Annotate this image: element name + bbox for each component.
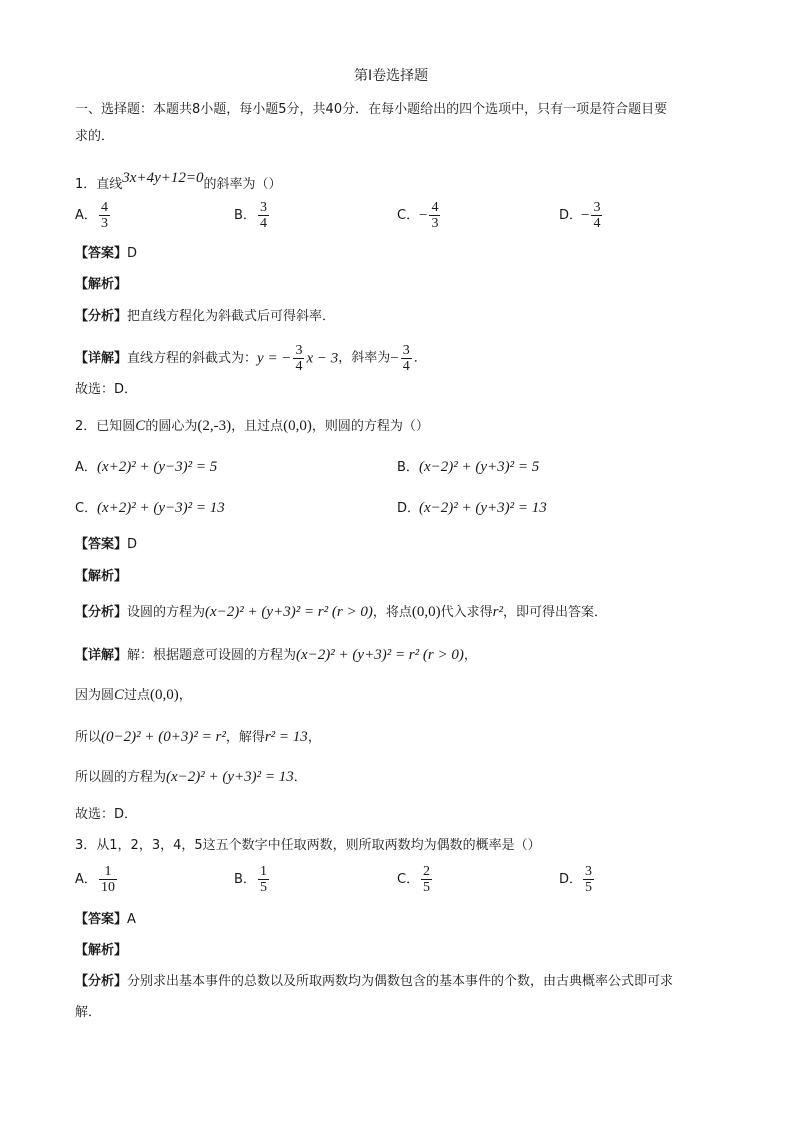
q1-detail-frac-den: 4: [295, 359, 303, 374]
q1-detail-frac-num: 3: [295, 343, 303, 358]
q3-analysis: [75, 972, 673, 992]
q2-analysis-2: ，将点: [372, 605, 412, 620]
q1-detail-eq-right: x − 3: [306, 350, 339, 367]
q1-detail-eq-left: y = −: [257, 350, 292, 367]
q3-analysis-head: [75, 941, 127, 961]
q2-so-2: [75, 767, 307, 788]
q2-so2-end: ．: [293, 770, 307, 785]
q3-option-b[interactable]: [234, 864, 271, 895]
q2-option-d[interactable]: [397, 498, 547, 519]
q3-stem: [75, 836, 541, 856]
q2-because-end: ，: [178, 688, 192, 703]
q1-number: 1．: [75, 177, 97, 192]
q3-option-d-den: 5: [585, 880, 592, 895]
q1-analysis-text: 把直线方程化为斜截式后可得斜率．: [127, 309, 336, 324]
section-title: 第Ⅰ卷选择题: [354, 68, 429, 84]
q3-option-a-den: 10: [101, 880, 115, 895]
q2-stem-2: 的圆心为: [145, 419, 198, 434]
answer-tag: 【答案】: [75, 537, 128, 552]
q3-option-b-den: 5: [260, 880, 267, 895]
q2-so1-mid: ，解得: [225, 730, 265, 745]
q3-answer-value: A: [127, 912, 136, 927]
q1-detail: [75, 343, 427, 374]
q1-option-a-den: 3: [101, 216, 108, 231]
q2-number: 2．: [75, 419, 97, 434]
q2-detail-eq: (x−2)² + (y+3)² = r² (r > 0): [296, 647, 464, 663]
q1-answer-value: D: [127, 246, 138, 261]
q2-because-2: 过点: [124, 688, 151, 703]
q1-detail-fraction: [293, 343, 304, 374]
q2-option-a-text: (x+2)² + (y−3)² = 5: [97, 459, 218, 475]
q2-detail: [75, 645, 477, 666]
q2-so2-pre: 所以圆的方程为: [75, 770, 167, 785]
q1-detail-slope-den: 4: [402, 359, 410, 374]
q2-stem: [75, 416, 429, 437]
q1-detail-pre: 直线方程的斜截式为：: [127, 351, 258, 366]
q1-choose-value: D．: [114, 382, 138, 397]
q3-option-b-fraction: [258, 864, 269, 895]
q3-option-a-num: 1: [99, 864, 117, 880]
analysis-tag: 【分析】: [75, 974, 128, 989]
q1-stem-pre: 直线: [96, 177, 123, 192]
q3-option-c-label: C．: [397, 872, 420, 887]
q1-detail-end: ．: [413, 350, 427, 366]
q1-option-a-fraction: [99, 200, 110, 231]
q2-option-b[interactable]: [397, 457, 539, 478]
analysis-tag: 【分析】: [75, 309, 128, 324]
q1-stem-post: 的斜率为（）: [203, 177, 282, 192]
analysis-tag: 【分析】: [75, 605, 128, 620]
q2-detail-1: 解：根据题意可设圆的方程为: [127, 648, 297, 663]
q2-so1-eq: (0−2)² + (0+3)² = r²: [101, 729, 226, 745]
detail-tag: 【详解】: [75, 351, 128, 366]
q1-option-b-num: 3: [260, 200, 267, 215]
q2-analysis: [75, 602, 607, 623]
q1-stem: [75, 168, 282, 195]
q2-choose-value: D．: [114, 807, 138, 822]
q2-analysis-point: (0,0): [411, 604, 441, 620]
q1-option-a[interactable]: [75, 200, 112, 231]
q3-analysis-line-1: 分别求出基本事件的总数以及所取两数均为偶数包含的基本事件的个数，由古典概率公式即可求: [127, 974, 674, 989]
q3-option-d-num: 3: [585, 864, 592, 879]
q3-stem-text: 从1，2，3，4，5这五个数字中任取两数，则所取两数均为偶数的概率是（）: [96, 838, 541, 853]
q2-because-c: C: [114, 687, 125, 703]
q3-option-d-label: D．: [559, 872, 583, 887]
q2-detail-1-end: ，: [463, 648, 477, 663]
q2-because-point: (0,0): [150, 687, 179, 703]
q1-analysis: [75, 307, 335, 327]
q2-option-c-text: (x+2)² + (y−3)² = 13: [97, 500, 225, 516]
q3-option-a-label: A．: [75, 872, 97, 887]
q2-answer: [75, 535, 137, 555]
q1-detail-slope-sign: −: [390, 350, 399, 367]
q1-option-b[interactable]: [234, 200, 271, 231]
q2-choose: [75, 805, 137, 825]
q1-option-d-num: 3: [593, 200, 601, 215]
q1-option-c-fraction: [429, 200, 440, 231]
q2-option-a-label: A．: [75, 460, 97, 475]
part-intro-line-2: 求的．: [75, 129, 115, 144]
q3-option-a[interactable]: [75, 864, 119, 895]
q3-option-c-den: 5: [423, 880, 430, 895]
q2-option-b-text: (x−2)² + (y+3)² = 5: [419, 459, 540, 475]
q1-choose: [75, 380, 137, 400]
q2-answer-value: D: [127, 537, 138, 552]
choose-label: 故选：: [75, 807, 115, 822]
q1-option-d-den: 4: [593, 216, 601, 231]
q2-analysis-head: [75, 567, 127, 587]
q2-option-a[interactable]: [75, 457, 217, 478]
q2-analysis-r: r²: [492, 604, 503, 620]
q1-option-b-den: 4: [260, 216, 267, 231]
q2-stem-1: 已知圆: [96, 419, 136, 434]
q3-option-b-num: 1: [260, 864, 267, 879]
q1-option-d-label: D．: [559, 208, 583, 223]
answer-tag: 【答案】: [75, 912, 128, 927]
q2-so2-eq: (x−2)² + (y+3)² = 13: [166, 769, 294, 785]
q2-analysis-eq: (x−2)² + (y+3)² = r² (r > 0): [205, 604, 373, 620]
q1-analysis-head: [75, 275, 127, 295]
q2-stem-3: ，且过点: [231, 419, 284, 434]
q2-stem-c: C: [135, 418, 146, 434]
q1-option-c-num: 4: [431, 200, 439, 215]
q1-option-d[interactable]: [559, 200, 604, 231]
q3-option-a-fraction: [99, 864, 117, 895]
q1-option-c[interactable]: [397, 200, 442, 231]
q1-detail-mid: ，斜率为: [338, 350, 391, 366]
q3-number: 3．: [75, 838, 97, 853]
q1-option-d-fraction: [591, 200, 602, 231]
q1-option-c-label: C．: [397, 208, 420, 223]
q2-analysis-4: ，即可得出答案．: [502, 605, 607, 620]
q2-because: [75, 685, 192, 706]
q3-option-c-fraction: [421, 864, 432, 895]
answer-tag: 【答案】: [75, 246, 128, 261]
analysis-head-tag: 【解析】: [75, 569, 128, 584]
detail-tag: 【详解】: [75, 648, 128, 663]
q3-option-d[interactable]: [559, 864, 596, 895]
q1-detail-slope-fraction: [401, 343, 412, 374]
q1-answer: [75, 244, 137, 264]
q3-option-c[interactable]: [397, 864, 434, 895]
q2-option-d-label: D．: [397, 501, 421, 516]
q1-option-d-sign: −: [581, 207, 590, 224]
q2-so1-end: ，: [307, 730, 321, 745]
q1-equation: 3x+4y+12=0: [122, 170, 204, 186]
q3-answer: [75, 910, 136, 930]
q1-option-b-label: B．: [234, 208, 256, 223]
q1-option-a-num: 4: [101, 200, 108, 215]
q1-detail-slope-num: 3: [402, 343, 410, 358]
q2-option-d-text: (x−2)² + (y+3)² = 13: [419, 500, 547, 516]
q2-option-b-label: B．: [397, 460, 419, 475]
q2-center: (2,-3): [197, 418, 232, 434]
part-intro-line-1: 一、选择题：本题共8小题，每小题5分，共40分．在每小题给出的四个选项中，只有一项是符合题目要: [75, 102, 668, 117]
q3-option-c-num: 2: [423, 864, 430, 879]
q2-analysis-1: 设圆的方程为: [127, 605, 206, 620]
q1-option-a-label: A．: [75, 208, 97, 223]
q2-option-c-label: C．: [75, 501, 98, 516]
q2-because-1: 因为圆: [75, 688, 115, 703]
q1-option-c-den: 3: [431, 216, 439, 231]
q2-so-1: [75, 727, 321, 748]
q2-point: (0,0): [283, 418, 312, 434]
choose-label: 故选：: [75, 382, 115, 397]
q2-stem-4: ，则圆的方程为（）: [311, 419, 429, 434]
analysis-head-tag: 【解析】: [75, 277, 128, 292]
analysis-head-tag: 【解析】: [75, 943, 128, 958]
q2-option-c[interactable]: [75, 498, 225, 519]
q3-option-d-fraction: [583, 864, 594, 895]
q1-option-c-sign: −: [419, 207, 428, 224]
q2-so1-pre: 所以: [75, 730, 102, 745]
q2-so1-res: r² = 13: [264, 729, 308, 745]
q3-option-b-label: B．: [234, 872, 256, 887]
q1-option-b-fraction: [258, 200, 269, 231]
q2-analysis-3: 代入求得: [440, 605, 493, 620]
q3-analysis-line-2: 解．: [75, 1005, 102, 1020]
